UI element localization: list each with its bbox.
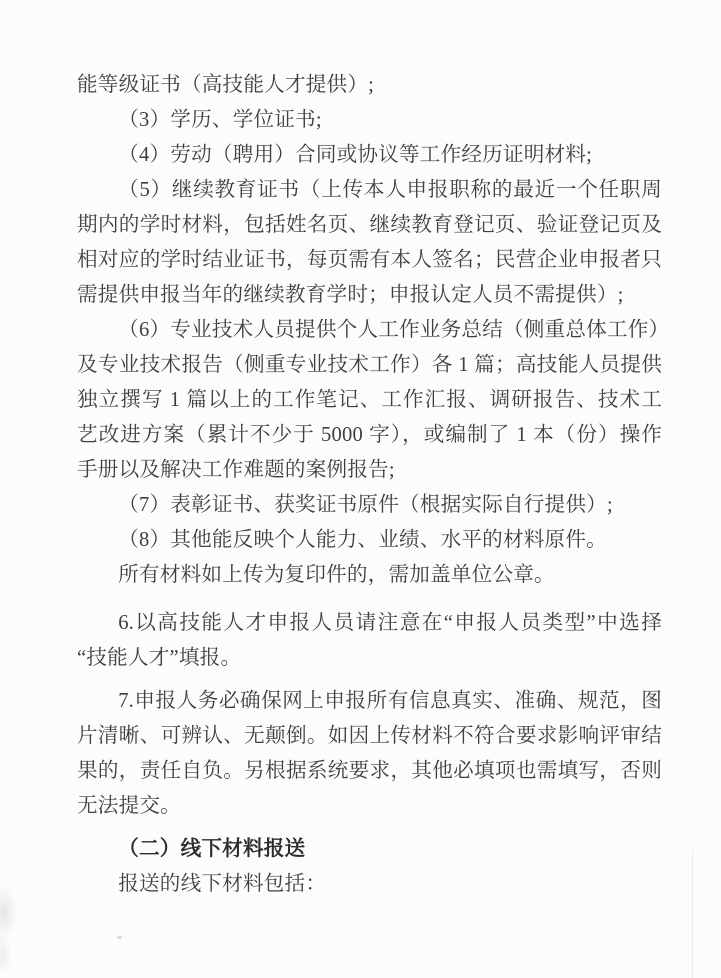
para-item-2-continuation xyxy=(77,68,662,103)
para-item-6 xyxy=(77,313,670,488)
para-item-7 xyxy=(77,488,662,523)
text-line: 独立撰写 1 篇以上的工作笔记、工作汇报、调研报告、技术工 xyxy=(77,389,662,411)
text-line: 所有材料如上传为复印件的，需加盖单位公章。 xyxy=(118,564,555,586)
para-section-heading-2 xyxy=(77,832,662,867)
text-line: 及专业技术报告（侧重专业技术工作）各 1 篇；高技能人员提供 xyxy=(77,354,662,376)
text-line: 无法提交。 xyxy=(77,795,181,817)
text-line: （6）专业技术人员提供个人工作业务总结（侧重总体工作） xyxy=(118,319,670,341)
text-line: （7）表彰证书、获奖证书原件（根据实际自行提供）; xyxy=(118,494,613,516)
para-item-3 xyxy=(77,103,662,138)
para-note-7 xyxy=(77,684,662,824)
text-line: 报送的线下材料包括： xyxy=(118,873,327,895)
text-line: 能等级证书（高技能人才提供）; xyxy=(77,74,375,96)
para-item-4 xyxy=(77,138,662,173)
para-item-8 xyxy=(77,523,662,558)
text-line: （8）其他能反映个人能力、业绩、水平的材料原件。 xyxy=(118,529,607,551)
text-line: 艺改进方案（累计不少于 5000 字），或编制了 1 本（份）操作 xyxy=(77,424,662,446)
text-line: 期内的学时材料，包括姓名页、继续教育登记页、验证登记页及 xyxy=(77,214,662,236)
text-line: 片清晰、可辨认、无颠倒。如因上传材料不符合要求影响评审结 xyxy=(77,725,662,747)
scan-artifact-vertical-line xyxy=(692,850,693,978)
para-item-5 xyxy=(77,173,662,313)
text-line: 7.申报人务必确保网上申报所有信息真实、准确、规范，图 xyxy=(118,690,662,712)
text-line: 相对应的学时结业证书，每页需有本人签名；民营企业申报者只 xyxy=(77,249,662,271)
text-line: “技能人才”填报。 xyxy=(77,647,242,669)
text-line: 手册以及解决工作难题的案例报告; xyxy=(77,459,395,481)
text-line: （4）劳动（聘用）合同或协议等工作经历证明材料; xyxy=(118,144,593,166)
para-offline-materials-intro xyxy=(77,867,662,902)
text-line: （5）继续教育证书（上传本人申报职称的最近一个任职周 xyxy=(118,179,662,201)
text-line: 需提供申报当年的继续教育学时；申报认定人员不需提供）; xyxy=(77,284,624,306)
text-line: 6.以高技能人才申报人员请注意在“申报人员类型”中选择 xyxy=(118,612,662,634)
document-body xyxy=(77,68,670,902)
scan-artifact-speck xyxy=(117,936,122,939)
scan-artifact-edge-smudge xyxy=(0,885,26,978)
para-note-6 xyxy=(77,606,662,676)
text-line: 果的，责任自负。另根据系统要求，其他必填项也需填写，否则 xyxy=(77,760,662,782)
text-line: （3）学历、学位证书; xyxy=(118,109,322,131)
para-stamp-note xyxy=(77,558,662,593)
section-heading-text: （二）线下材料报送 xyxy=(118,838,306,860)
